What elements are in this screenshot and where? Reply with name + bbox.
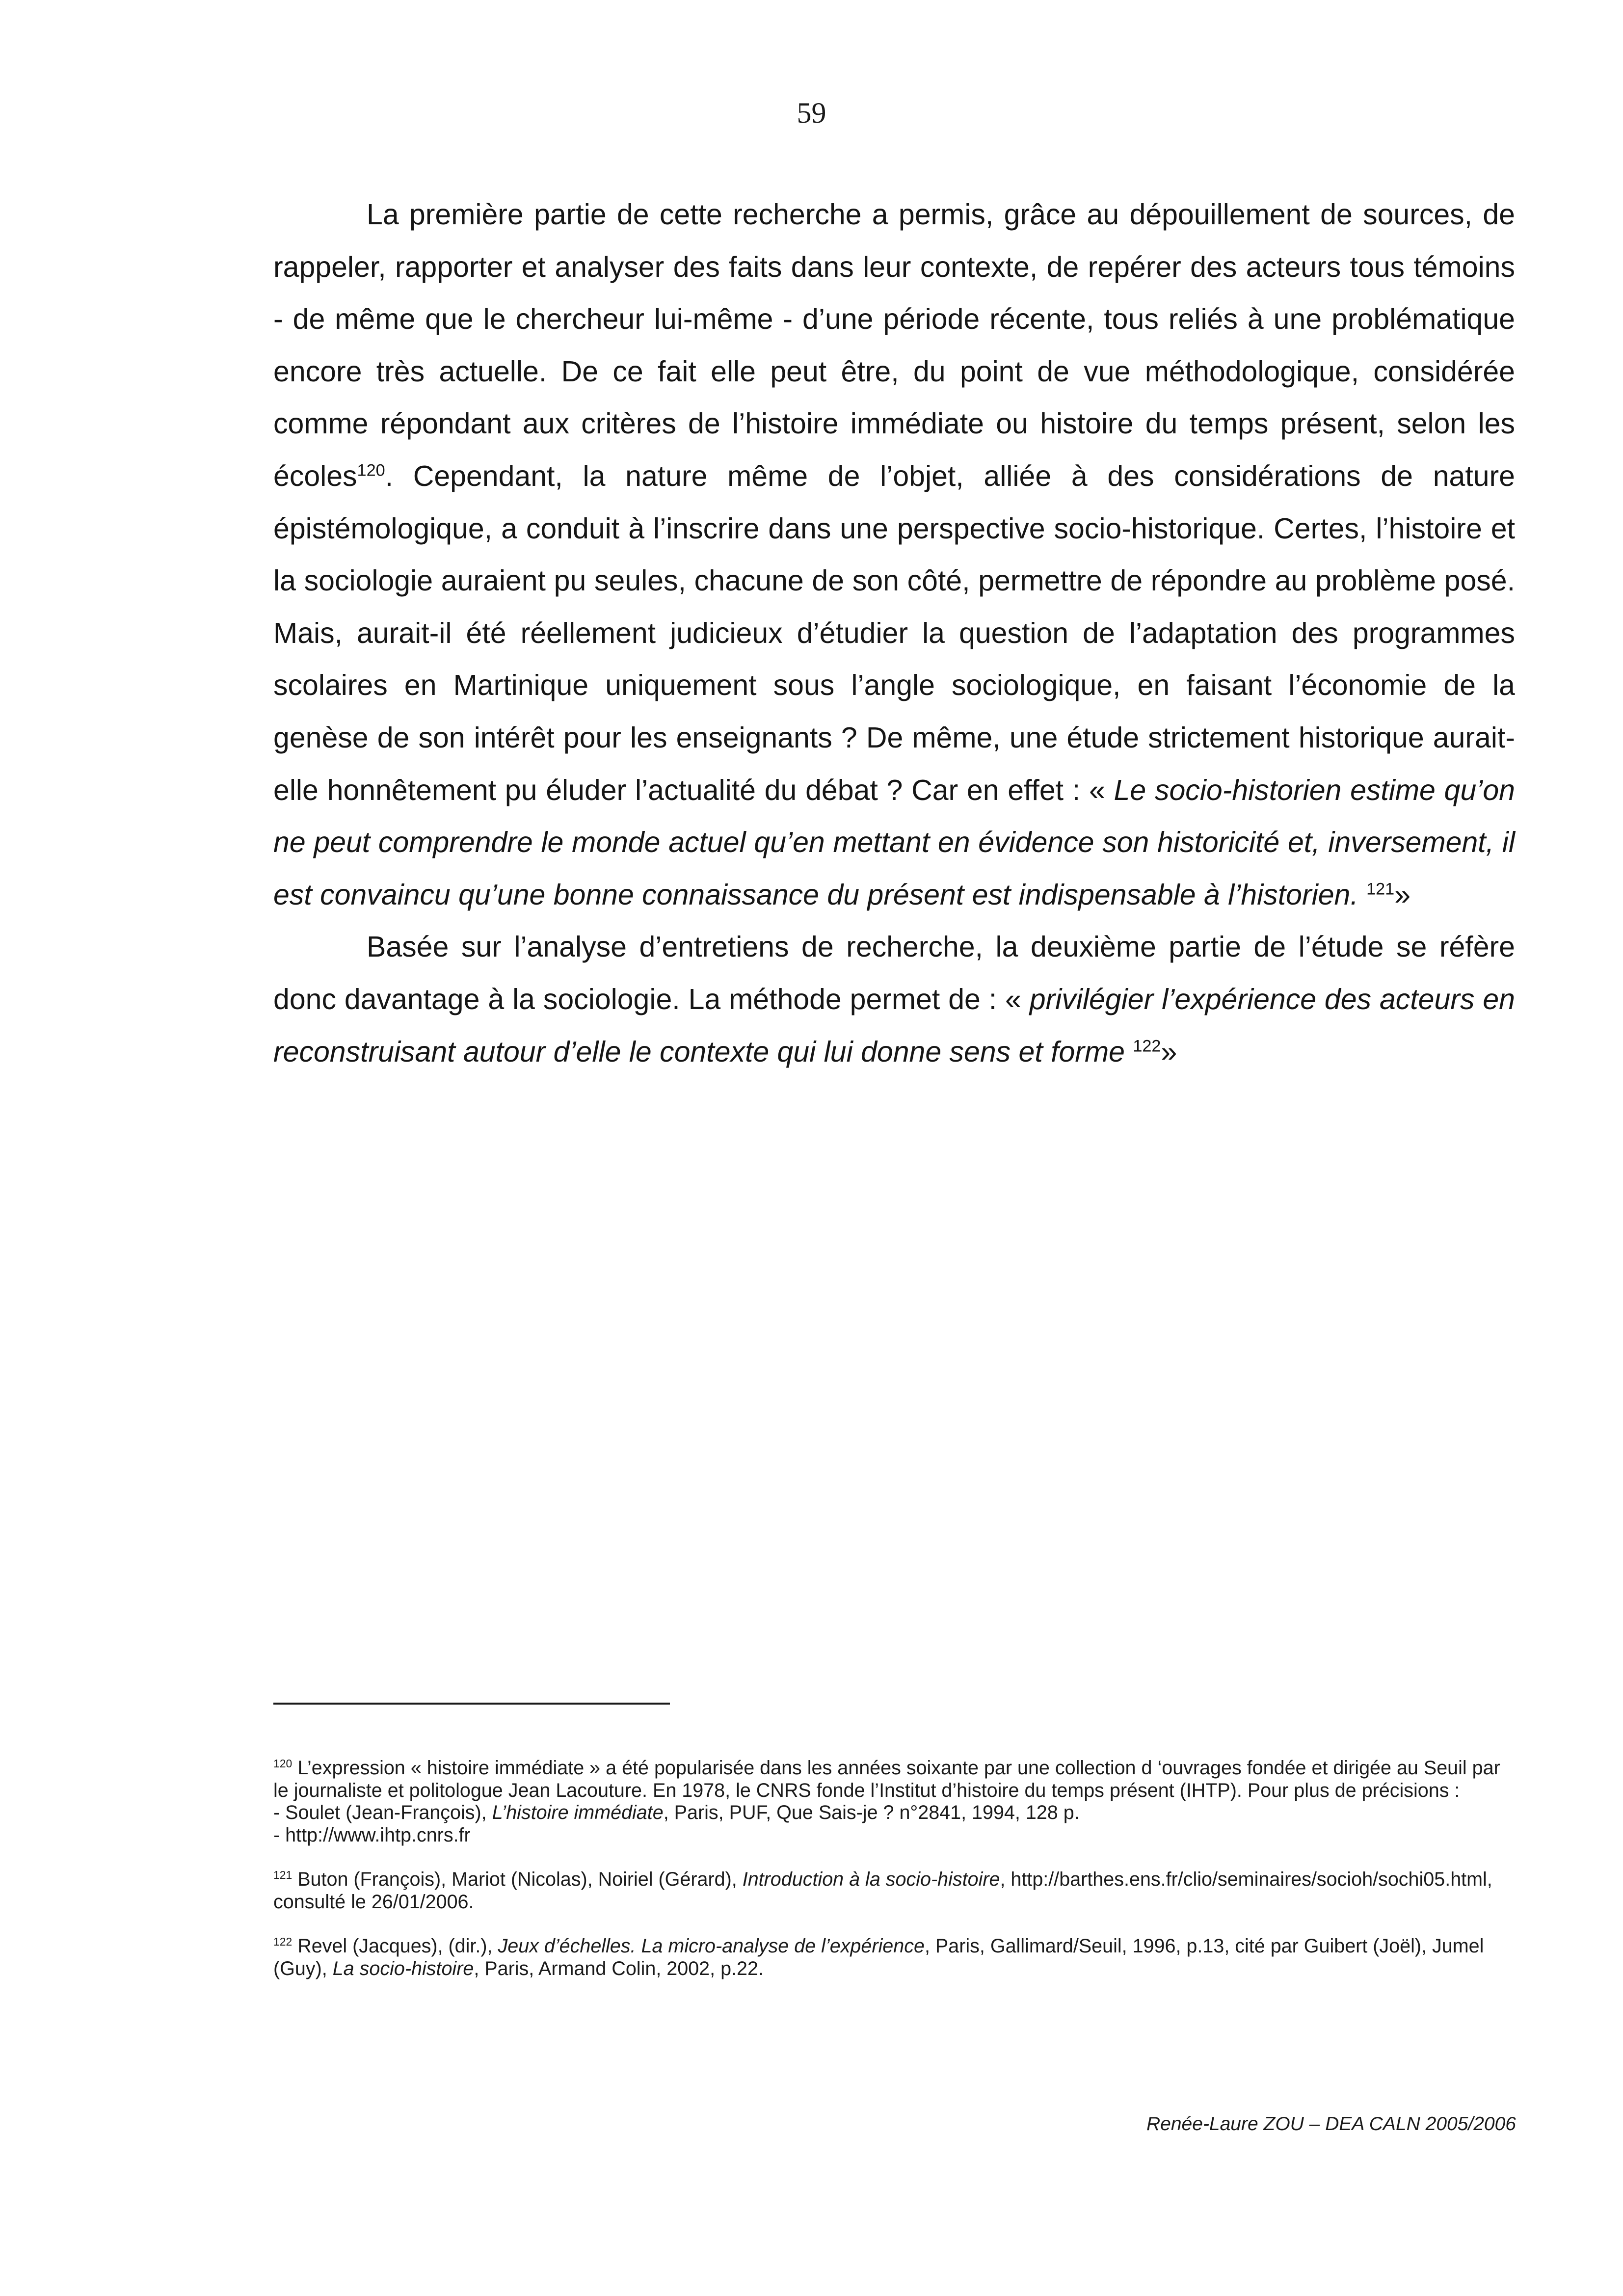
quote-close-1: » <box>1394 878 1411 911</box>
quote-close-2: » <box>1161 1035 1177 1068</box>
footnote-120-ihtp-link[interactable]: - http://www.ihtp.cnrs.fr <box>273 1824 471 1846</box>
footnote-121 <box>273 1869 1515 1913</box>
footnote-122-details-1: , Paris, Gallimard/Seuil, 1996, p.13, cité par Guibert (Joël), Jumel (Guy), <box>273 1935 1484 1979</box>
footnote-120-body: L’expression « histoire immédiate » a été popularisée dans les années soixante par une collection d ‘ouvrages fondée et dirigée au Seuil par le journaliste et politologue Jean Lacouture. En 1978, le CNRS fonde l’Institut d’histoire du temps présent (IHTP). Pour plus de précisions : <box>273 1757 1500 1801</box>
footnote-122-text <box>273 1935 1515 1980</box>
footnote-121-title: Introduction à la socio-histoire <box>742 1869 1000 1890</box>
footnote-121-number: 121 <box>273 1868 293 1881</box>
footnote-120-soulet-title: L’histoire immédiate <box>492 1802 664 1823</box>
paragraph-1 <box>273 188 1515 921</box>
page-number: 59 <box>797 97 826 129</box>
footnote-120 <box>273 1757 1515 1846</box>
footnote-ref-121: 121 <box>1366 880 1395 899</box>
footnote-ref-122: 122 <box>1133 1036 1161 1055</box>
paragraph-1-text-a: La première partie de cette recherche a permis, grâce au dépouillement de sources, de rappeler, rapporter et analyser des faits dans leur contexte, de repérer des acteurs tous témoins - de même que le chercheur lui-même - d’une période récente, tous reliés à une problématique encore très actuelle. De ce fait elle peut être, du point de vue méthodologique, considérée comme répondant aux critères de l’histoire immédiate ou histoire du temps présent, selon les écoles <box>273 198 1515 492</box>
footnote-122-author: Revel (Jacques), (dir.), <box>292 1935 498 1957</box>
body-text <box>273 188 1515 1078</box>
footnote-120-number: 120 <box>273 1757 293 1770</box>
paragraph-2-text: Basée sur l’analyse d’entretiens de recherche, la deuxième partie de l’étude se réfère donc davantage à la sociologie. La méthode permet de : « <box>273 931 1515 1015</box>
quote-experience-acteurs: privilégier l’expérience des acteurs en reconstruisant autour d’elle le contexte qui lui donne sens et forme <box>273 983 1515 1068</box>
footnote-120-soulet-details: , Paris, PUF, Que Sais-je ? n°2841, 1994, 128 p. <box>663 1802 1080 1823</box>
footnote-120-text <box>273 1757 1515 1802</box>
page-footer: Renée-Laure ZOU – DEA CALN 2005/2006 <box>1146 2113 1516 2135</box>
footnote-122-title-1: Jeux d’échelles. La micro-analyse de l’expérience <box>498 1935 925 1957</box>
footnote-122-title-2: La socio-histoire <box>332 1957 474 1979</box>
paragraph-1-text-b: . Cependant, la nature même de l’objet, alliée à des considérations de nature épistémologique, a conduit à l’inscrire dans une perspective socio-historique. Certes, l’histoire et la sociologie auraient pu seules, chacune de son côté, permettre de répondre au problème posé. Mais, aurait-il été réellement judicieux d’étudier la question de l’adaptation des programmes scolaires en Martinique uniquement sous l’angle sociologique, en faisant l’économie de la genèse de son intérêt pour les enseignants ? De même, une étude strictement historique aurait-elle honnêtement pu éluder l’actualité du débat ? Car en effet : « <box>273 459 1515 806</box>
footnote-121-authors: Buton (François), Mariot (Nicolas), Noiriel (Gérard), <box>292 1869 743 1890</box>
quote-socio-historien: Le socio-historien estime qu’on ne peut comprendre le monde actuel qu’en mettant en évidence son historicité et, inversement, il est convaincu qu’une bonne connaissance du présent est indispensable à l’historien. <box>273 774 1515 911</box>
footnote-120-reference-soulet <box>273 1802 1515 1824</box>
footnotes <box>273 1757 1515 2002</box>
footnote-121-details: , http://barthes.ens.fr/clio/seminaires/socioh/sochi05.html, consulté le 26/01/2006. <box>273 1869 1492 1913</box>
footnote-121-text <box>273 1869 1515 1913</box>
footnote-ref-120: 120 <box>357 461 385 480</box>
footnote-separator <box>273 1703 670 1705</box>
footnote-122-number: 122 <box>273 1935 293 1948</box>
footnote-122 <box>273 1935 1515 1980</box>
footnote-120-soulet-author: - Soulet (Jean-François), <box>273 1802 492 1823</box>
footnote-122-details-2: , Paris, Armand Colin, 2002, p.22. <box>474 1957 764 1979</box>
paragraph-2 <box>273 921 1515 1078</box>
